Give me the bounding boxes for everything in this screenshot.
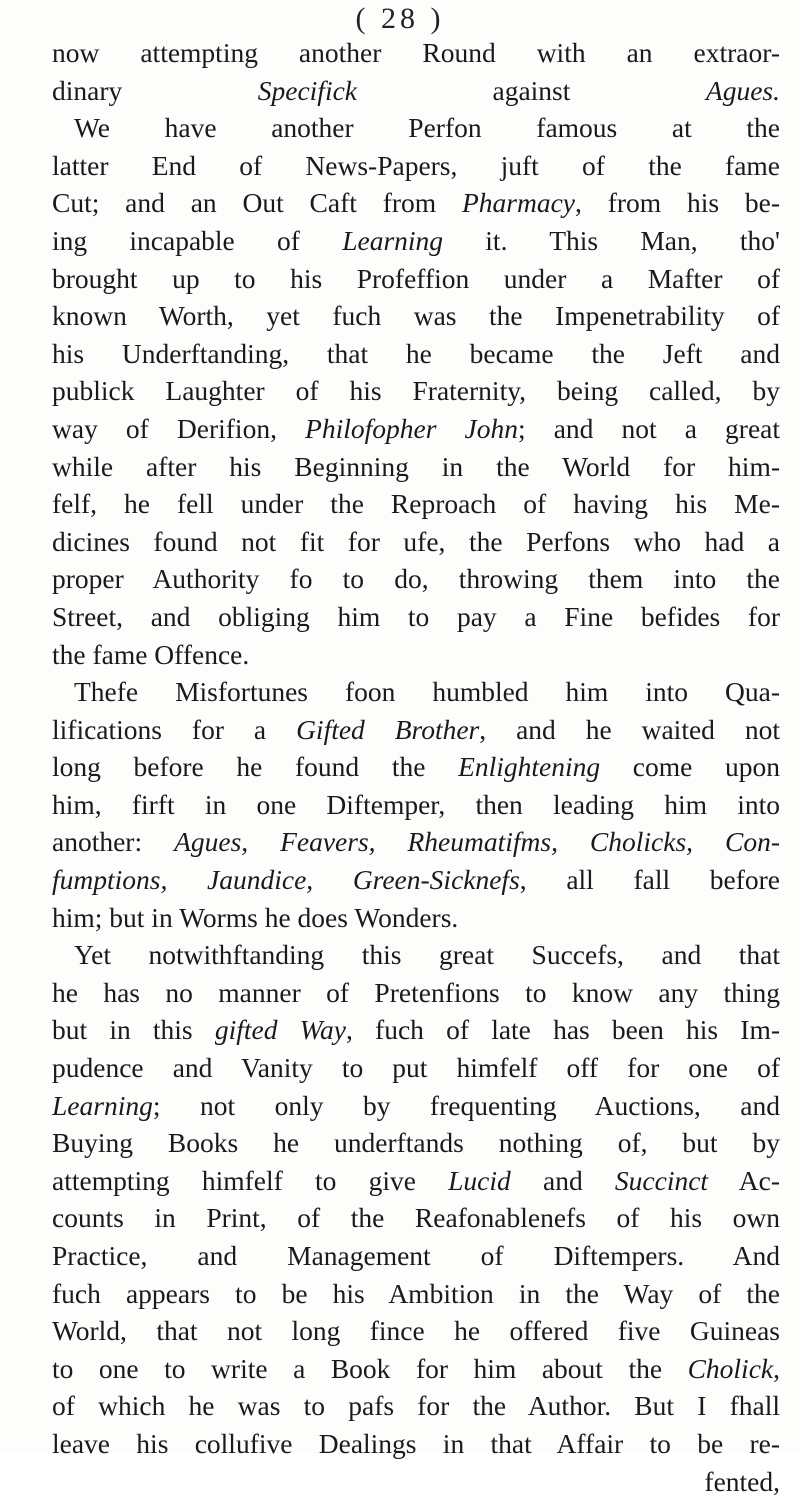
italic-text: Lucid — [448, 1164, 511, 1196]
text-line — [52, 861, 780, 899]
text-line — [52, 1350, 780, 1388]
text-line — [52, 1011, 780, 1049]
text-span: Cut; and an Out Caft from — [52, 187, 462, 219]
italic-text: Learning — [342, 224, 444, 256]
text-span: World, that not long fince he offered five Guineas — [52, 1315, 780, 1347]
text-span: to one to write a Book for him about the — [52, 1352, 688, 1384]
text-span: way of Derifion, — [52, 412, 306, 444]
text-span: We have another Perfon famous at the — [74, 112, 780, 144]
text-span: counts in Print, of the Reafonablenefs of his own — [52, 1202, 780, 1234]
text-span: he has no manner of Pretenfions to know any thing — [52, 976, 780, 1008]
text-span: known Worth, yet fuch was the Impenetrability of — [52, 300, 780, 332]
italic-text: gifted Way — [214, 1014, 346, 1046]
text-line — [52, 147, 780, 185]
text-span: proper Authority fo to do, throwing them into the — [52, 563, 780, 595]
text-line — [52, 1237, 780, 1275]
text-span: , — [773, 1352, 780, 1384]
text-span: while after his Beginning in the World for him- — [52, 450, 780, 482]
text-line — [52, 1049, 780, 1087]
text-line — [52, 1087, 780, 1125]
text-span: , fuch of late has been his Im- — [345, 1014, 780, 1046]
page-number: ( 28 ) — [355, 2, 445, 35]
text-span: of which he was to pafs for the Author. But I fhall — [52, 1390, 780, 1422]
text-line — [52, 222, 780, 260]
text-line — [52, 598, 780, 636]
text-span: Street, and obliging him to pay a Fine befides for — [52, 600, 780, 632]
text-span: him; but in Worms he does Wonders. — [52, 901, 459, 933]
text-line — [52, 72, 780, 110]
italic-text: Learning — [52, 1089, 153, 1121]
text-span: another: — [52, 826, 175, 858]
text-span: dinary — [52, 74, 258, 106]
text-span: him, firft in one Diftemper, then leading him into — [52, 788, 780, 820]
text-span: Yet notwithftanding this great Succefs, and that — [74, 939, 780, 971]
body-text — [52, 34, 780, 1500]
text-line — [52, 899, 780, 937]
text-span: , all fall before — [519, 864, 780, 896]
text-line — [52, 109, 780, 147]
text-span: brought up to his Profeffion under a Mafter of — [52, 262, 780, 294]
text-span: now attempting another Round with an extraor- — [52, 37, 780, 68]
text-line — [52, 673, 780, 711]
text-span: Buying Books he underftands nothing of, but by — [52, 1127, 780, 1159]
italic-text: Pharmacy — [461, 187, 576, 219]
text-span: latter End of News-Papers, juft of the fame — [52, 149, 780, 181]
text-line — [52, 1199, 780, 1237]
text-span: pudence and Vanity to put himfelf off for one of — [52, 1052, 780, 1084]
text-span: dicines found not fit for ufe, the Perfons who had a — [52, 525, 780, 557]
italic-text: Succinct — [614, 1164, 709, 1196]
text-span: publick Laughter of his Fraternity, being called, by — [52, 375, 780, 407]
text-line — [52, 1275, 780, 1313]
text-span: and — [510, 1164, 615, 1196]
text-span: fented, — [704, 1465, 780, 1497]
text-span: it. This Man, tho' — [443, 224, 780, 256]
text-line — [52, 786, 780, 824]
text-line — [52, 748, 780, 786]
text-span: the fame Offence. — [52, 638, 250, 670]
italic-text: Philofopher John — [305, 412, 518, 444]
italic-text: Enlightening — [458, 751, 601, 783]
italic-text: Agues. — [705, 74, 780, 106]
text-line — [52, 448, 780, 486]
text-span: long before he found the — [52, 751, 459, 783]
italic-text: Specifick — [257, 74, 357, 106]
text-span: Practice, and Management of Diftempers. And — [52, 1240, 780, 1271]
text-span: his Underftanding, that he became the Jeft and — [52, 337, 780, 369]
text-line — [52, 636, 780, 674]
text-span: come upon — [600, 751, 780, 783]
italic-text: fumptions, Jaundice, Green-Sicknefs — [52, 864, 520, 896]
text-span: lifications for a — [52, 713, 297, 745]
text-span: felf, he fell under the Reproach of having his Me- — [52, 488, 780, 520]
text-line — [52, 1312, 780, 1350]
text-line — [52, 485, 780, 523]
italic-text: Gifted Brother — [296, 713, 480, 745]
text-line — [52, 372, 780, 410]
text-line — [52, 34, 780, 72]
text-line — [52, 1162, 780, 1200]
text-span: attempting himfelf to give — [52, 1164, 449, 1196]
text-line — [52, 711, 780, 749]
text-line — [52, 974, 780, 1012]
italic-text: Agues, Feavers, Rheumatifms, Cholicks, Con- — [174, 826, 780, 858]
text-line — [52, 184, 780, 222]
text-span: ing incapable of — [52, 224, 343, 256]
text-span: leave his collufive Dealings in that Affair to be re- — [52, 1427, 780, 1459]
text-line — [52, 560, 780, 598]
text-span: Ac- — [708, 1164, 780, 1196]
text-line — [52, 823, 780, 861]
text-span: , from his be- — [575, 187, 780, 219]
text-line — [52, 410, 780, 448]
italic-text: Cholick — [687, 1352, 774, 1384]
text-line — [52, 1463, 780, 1500]
text-line — [52, 1124, 780, 1162]
text-span: ; and not a great — [517, 412, 780, 444]
text-line — [52, 335, 780, 373]
text-line — [52, 1387, 780, 1425]
text-line — [52, 936, 780, 974]
text-span: but in this — [52, 1014, 215, 1046]
text-span: against — [357, 74, 706, 106]
text-line — [52, 260, 780, 298]
text-line — [52, 523, 780, 561]
text-span: ; not only by frequenting Auctions, and — [152, 1089, 780, 1121]
text-line — [52, 1425, 780, 1463]
text-span: Thefe Misfortunes foon humbled him into Qua- — [74, 676, 780, 708]
text-span: fuch appears to be his Ambition in the Way of the — [52, 1277, 780, 1309]
text-span: , and he waited not — [479, 713, 780, 745]
text-line — [52, 297, 780, 335]
